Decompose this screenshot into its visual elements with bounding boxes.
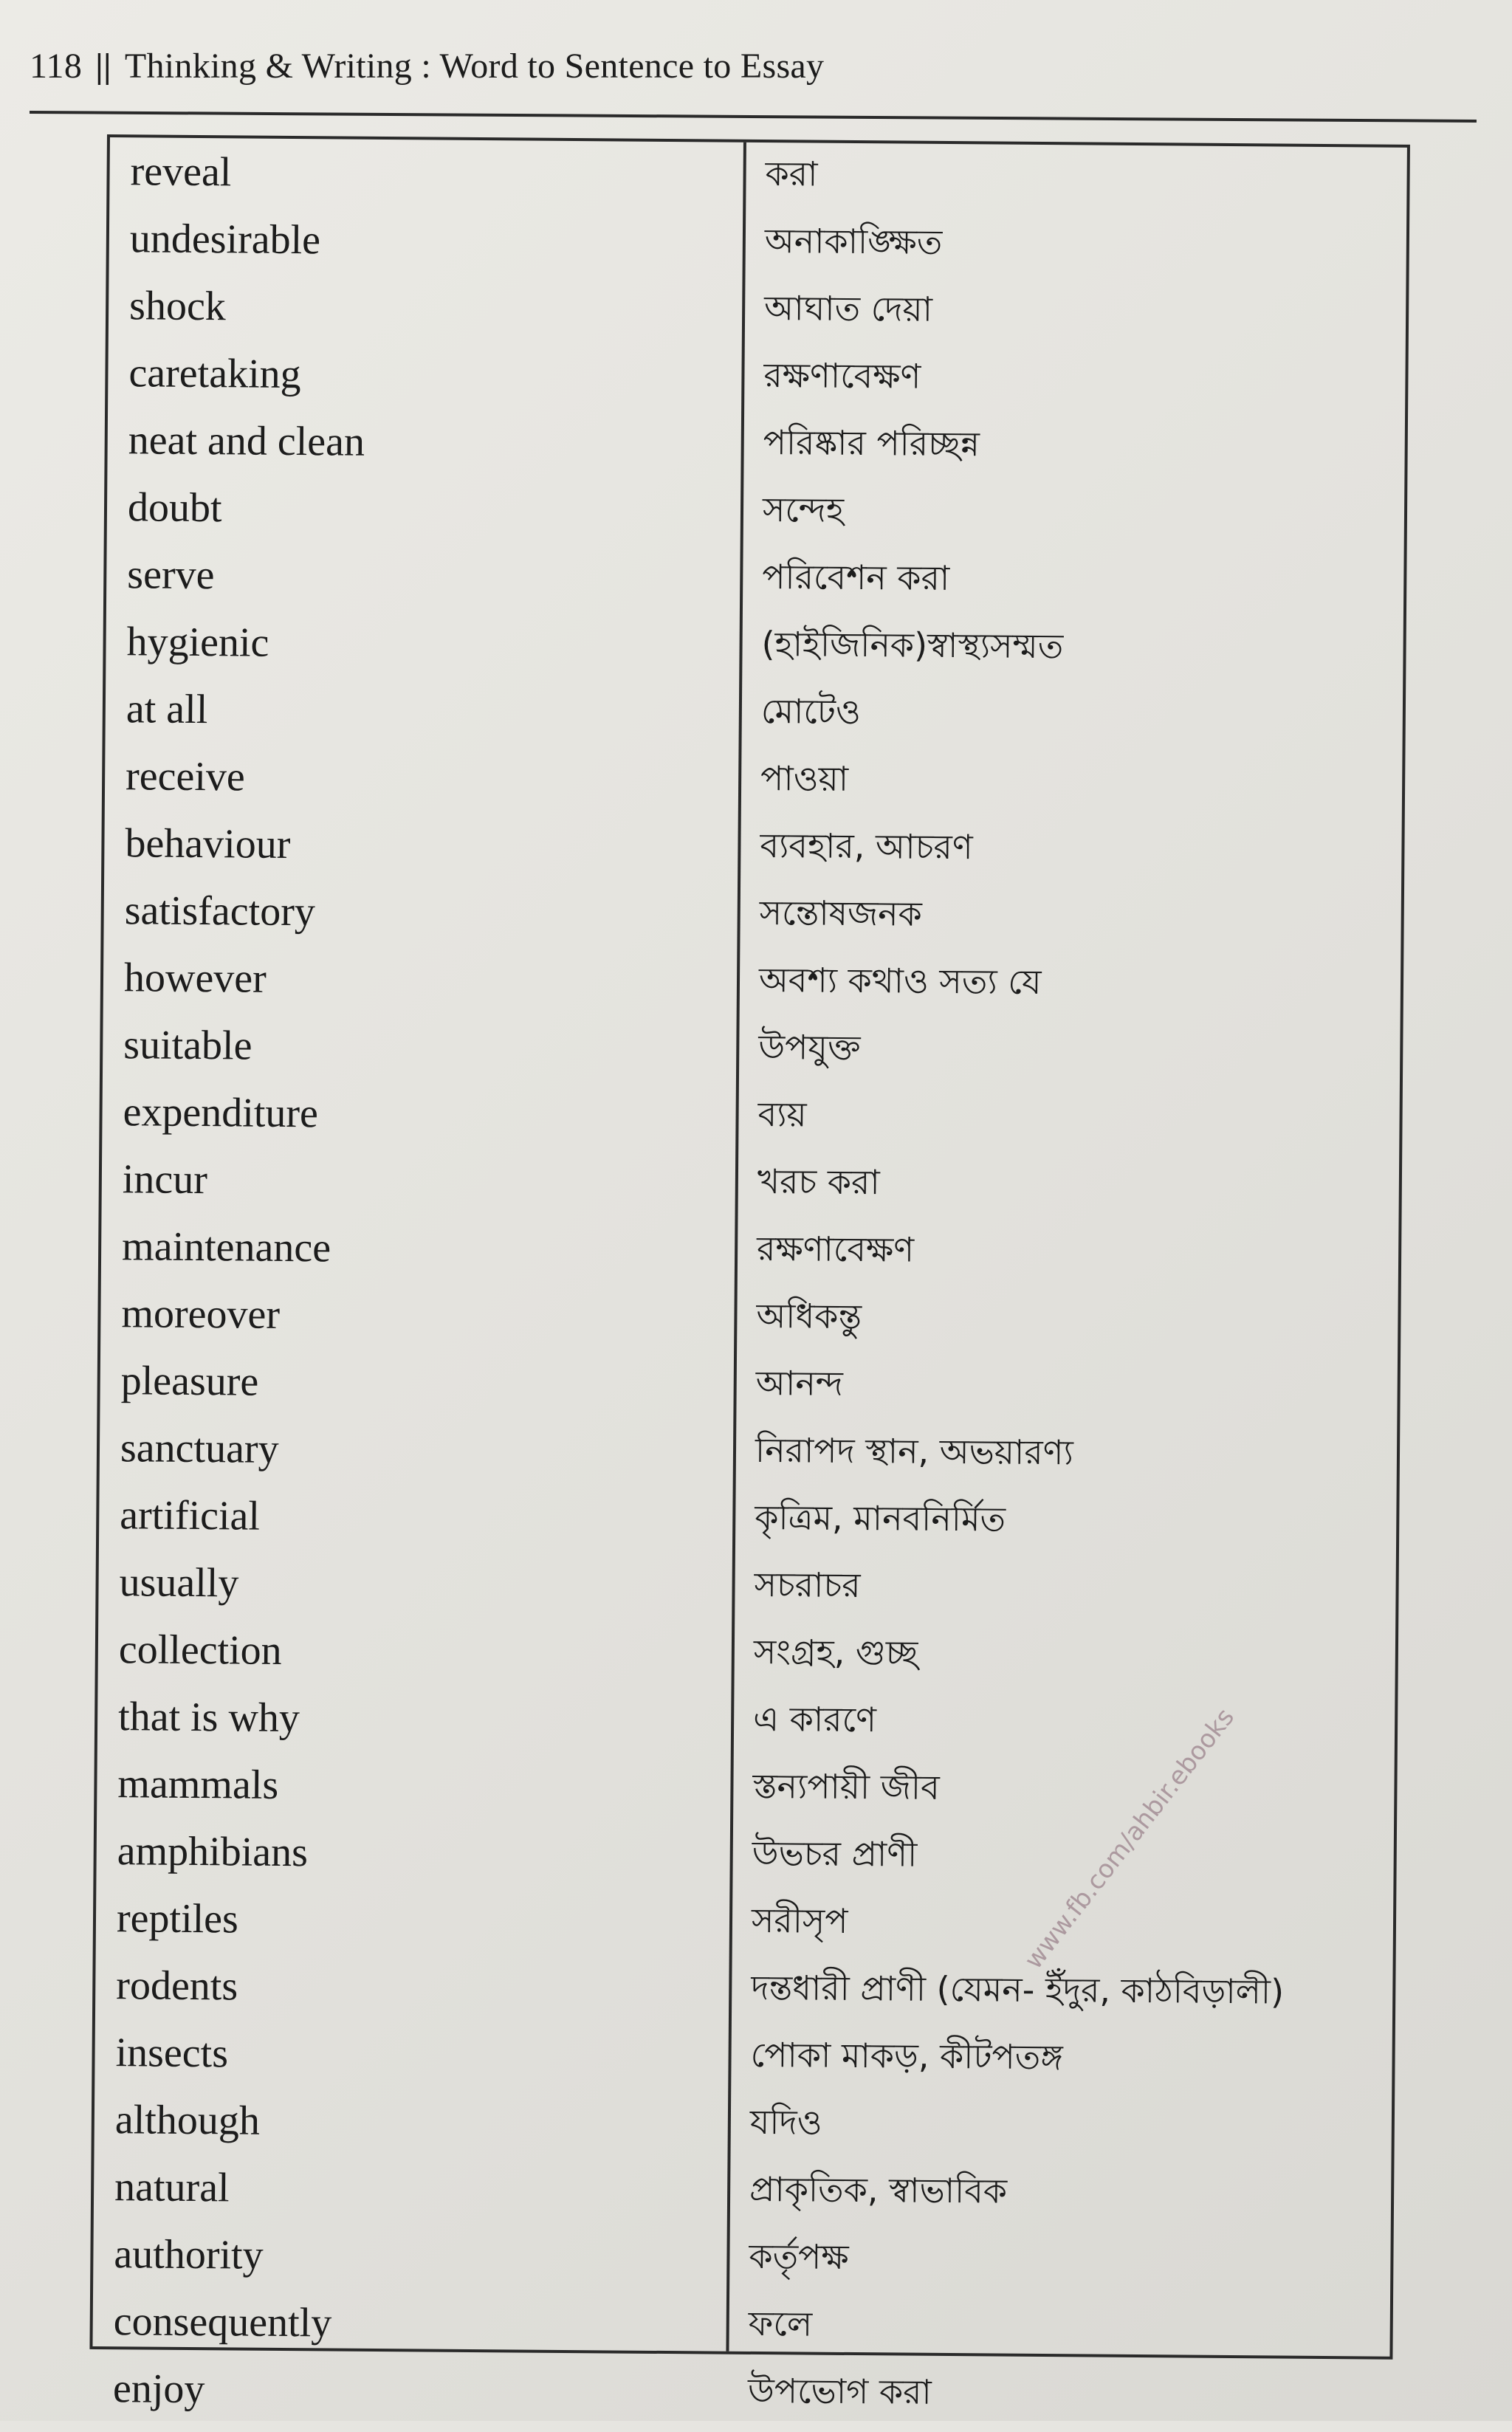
table-row: [99, 1481, 1397, 1559]
bangla-meaning: সরীসৃপ: [751, 1900, 848, 1941]
table-row: [92, 2287, 1390, 2365]
table-row: [94, 2019, 1392, 2096]
english-word: amphibians: [117, 1827, 309, 1875]
english-word: usually: [119, 1559, 239, 1606]
english-word: doubt: [127, 484, 222, 531]
bangla-meaning: পরিষ্কার পরিচ্ছন্ন: [763, 422, 980, 464]
table-row: [100, 1347, 1398, 1424]
bangla-meaning: খরচ করা: [757, 1161, 880, 1202]
english-word: collection: [118, 1626, 282, 1674]
english-word: although: [114, 2096, 261, 2144]
english-word: neat and clean: [128, 416, 365, 465]
english-word: sanctuary: [120, 1424, 279, 1472]
english-word: reveal: [130, 148, 232, 195]
english-word: undesirable: [129, 215, 321, 263]
table-row: [105, 742, 1403, 820]
table-row: [106, 675, 1403, 752]
table-row: [96, 1817, 1394, 1895]
table-row: [106, 540, 1404, 618]
bangla-meaning: রক্ষণাবেক্ষণ: [756, 1228, 915, 1270]
bangla-meaning: সন্তোষজনক: [759, 892, 923, 934]
bangla-meaning: ব্যয়: [757, 1093, 807, 1134]
bangla-meaning: আনন্দ: [755, 1362, 843, 1404]
english-word: insects: [115, 2029, 229, 2076]
table-row: [102, 1078, 1400, 1155]
table-row: [108, 339, 1406, 416]
table-row: [95, 1951, 1393, 2029]
table-row: [103, 1011, 1401, 1088]
table-row: [92, 2354, 1390, 2432]
english-word: caretaking: [128, 349, 301, 397]
table-row: [102, 1145, 1400, 1223]
bangla-meaning: স্তন্যপায়ী জীব: [752, 1765, 940, 1807]
bangla-meaning: আঘাত দেয়া: [763, 287, 933, 329]
english-word: rodents: [116, 1962, 238, 2009]
bangla-meaning: পাওয়া: [760, 758, 849, 799]
english-word: consequently: [113, 2298, 332, 2346]
bangla-meaning: যদিও: [749, 2101, 822, 2143]
english-word: moreover: [121, 1290, 281, 1338]
bangla-meaning: এ কারণে: [752, 1698, 877, 1739]
table-row: [93, 2220, 1391, 2298]
english-word: maintenance: [121, 1223, 331, 1271]
bangla-meaning: ফলে: [748, 2303, 813, 2344]
table-row: [109, 137, 1407, 215]
table-row: [103, 876, 1401, 954]
bangla-meaning: নিরাপদ স্থান, অভয়ারণ্য: [755, 1429, 1074, 1472]
english-word: that is why: [117, 1693, 300, 1741]
watermark: www.fb.com/ahbir.ebooks: [1019, 1703, 1241, 1975]
english-word: incur: [122, 1155, 208, 1203]
english-word: at all: [126, 685, 208, 732]
table-row: [107, 473, 1405, 551]
bangla-meaning: পরিবেশন করা: [762, 556, 950, 598]
english-word: serve: [127, 551, 215, 598]
english-word: suitable: [123, 1021, 252, 1069]
bangla-meaning: মোটেও: [760, 690, 862, 732]
english-word: behaviour: [125, 820, 291, 868]
english-word: reptiles: [116, 1895, 239, 1942]
table-row: [100, 1279, 1398, 1357]
header-rule: [30, 111, 1477, 123]
bangla-meaning: করা: [765, 153, 818, 194]
header-separator: ||: [95, 47, 111, 86]
table-row: [98, 1548, 1396, 1626]
book-title: Thinking & Writing : Word to Sentence to Essay: [124, 47, 825, 86]
bangla-meaning: প্রাকৃতিক, স্বাভাবিক: [749, 2168, 1008, 2211]
table-row: [109, 205, 1407, 282]
table-row: [103, 944, 1401, 1021]
bangla-meaning: পোকা মাকড়, কীটপতঙ্গ: [750, 2034, 1063, 2077]
table-row: [101, 1212, 1399, 1290]
page-number: 118: [30, 47, 83, 86]
english-word: natural: [114, 2163, 230, 2211]
table-row: [109, 272, 1406, 349]
english-word: hygienic: [126, 618, 269, 666]
bangla-meaning: অনাকাঙ্ক্ষিত: [764, 220, 943, 262]
table-row: [94, 2153, 1392, 2230]
bangla-meaning: রক্ষণাবেক্ষণ: [763, 354, 921, 396]
english-word: enjoy: [112, 2365, 205, 2412]
bangla-meaning: সচরাচর: [754, 1564, 861, 1605]
table-row: [107, 406, 1405, 484]
bangla-meaning: উপযুক্ত: [758, 1026, 861, 1068]
english-word: pleasure: [120, 1357, 259, 1405]
running-head: [30, 46, 824, 86]
bangla-meaning: কর্তৃপক্ষ: [749, 2236, 849, 2277]
english-word: mammals: [117, 1760, 279, 1808]
english-word: artificial: [120, 1491, 261, 1539]
bangla-meaning: উপভোগ করা: [747, 2370, 932, 2412]
table-row: [98, 1615, 1396, 1693]
bangla-meaning: (হাইজিনিক)স্বাস্থ্যসম্মত: [761, 623, 1064, 666]
bangla-meaning: অধিকন্তু: [756, 1295, 862, 1336]
table-row: [104, 809, 1402, 887]
vocabulary-table: [89, 134, 1410, 2412]
bangla-meaning: অবশ্য কথাও সত্য যে: [758, 959, 1042, 1002]
bangla-meaning: কৃত্রিম, মানবনির্মিত: [755, 1497, 1006, 1539]
table-row: [96, 1884, 1394, 1962]
english-word: satisfactory: [124, 887, 316, 935]
table-row: [106, 608, 1403, 685]
english-word: authority: [114, 2230, 264, 2278]
bangla-meaning: ব্যবহার, আচরণ: [760, 825, 973, 867]
table-row: [100, 1414, 1398, 1491]
english-word: receive: [125, 752, 246, 800]
english-word: expenditure: [123, 1088, 319, 1136]
english-word: shock: [128, 282, 227, 329]
english-word: however: [123, 954, 267, 1002]
vocabulary-rows: [92, 137, 1407, 2432]
bangla-meaning: উভচর প্রাণী: [752, 1832, 918, 1875]
bangla-meaning: দন্তধারী প্রাণী (যেমন- ইঁদুর, কাঠবিড়ালী): [751, 1967, 1285, 2012]
table-row: [94, 2086, 1392, 2163]
bangla-meaning: সন্দেহ: [762, 489, 845, 530]
bangla-meaning: সংগ্রহ, গুচ্ছ: [753, 1631, 918, 1673]
